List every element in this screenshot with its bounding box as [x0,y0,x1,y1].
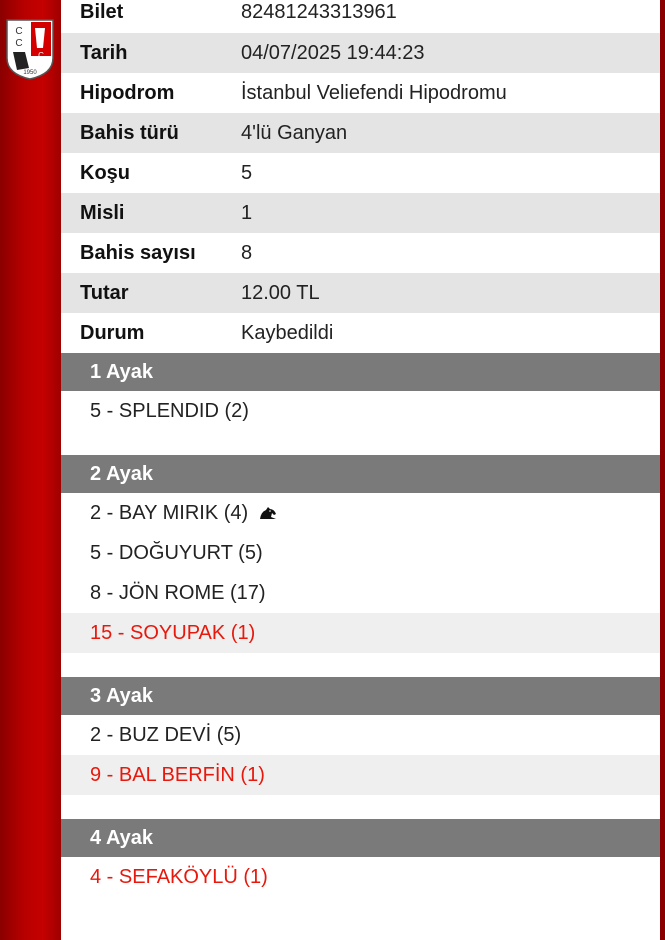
info-row-bilet [61,0,660,33]
leg-header-2: 2 Ayak [61,455,660,493]
right-edge [660,0,665,940]
info-label: Bahis sayısı [80,241,196,264]
club-logo-icon [5,18,55,80]
info-label: Koşu [80,161,130,184]
leg-header-1: 1 Ayak [61,353,660,391]
info-row-tarih [61,33,660,73]
info-row-tutar [61,273,660,313]
info-value: Kaybedildi [241,321,334,344]
leg-selection-winner [61,613,660,653]
svg-text:C: C [15,26,23,37]
selection-text: 9 - BAL BERFİN (1) [90,763,265,786]
leg-header-3: 3 Ayak [61,677,660,715]
leg-selection [61,493,660,533]
leg-spacer [61,431,660,455]
leg-header-4: 4 Ayak [61,819,660,857]
info-label: Misli [80,201,125,224]
leg-spacer [61,795,660,819]
info-value: 12.00 TL [241,281,320,304]
info-label: Tutar [80,281,129,304]
info-label: Durum [80,321,145,344]
selection-text: 2 - BUZ DEVİ (5) [90,723,242,746]
selection-text: 5 - DOĞUYURT (5) [90,541,263,564]
ticket-detail [61,0,660,940]
info-value: 82481243313961 [241,1,397,23]
info-label: Hipodrom [80,81,175,104]
info-row-bahis-turu [61,113,660,153]
info-value: 04/07/2025 19:44:23 [241,41,425,64]
info-label: Bilet [80,1,124,23]
info-label: Tarih [80,41,128,64]
leg-spacer [61,653,660,677]
selection-text: 4 - SEFAKÖYLÜ (1) [90,865,268,888]
info-value: 5 [241,161,253,184]
selection-text: 15 - SOYUPAK (1) [90,621,256,644]
leg-selection-winner [61,755,660,795]
info-value: 4'lü Ganyan [241,121,348,144]
leg-selection [61,533,660,573]
info-value: İstanbul Veliefendi Hipodromu [241,81,507,104]
leg-selection [61,391,660,431]
svg-text:C: C [15,38,23,49]
side-bar [0,0,61,940]
selection-text: 5 - SPLENDID (2) [90,399,249,422]
selection-text: 8 - JÖN ROME (17) [90,581,266,604]
info-row-misli [61,193,660,233]
info-row-durum [61,313,660,353]
info-row-kosu [61,153,660,193]
selection-text: 2 - BAY MIRIK (4) [90,501,249,524]
info-row-hipodrom [61,73,660,113]
horse-head-icon [258,505,278,521]
info-value: 1 [241,201,253,224]
leg-selection [61,715,660,755]
info-value: 8 [241,241,253,264]
svg-text:1950: 1950 [23,70,37,76]
ticket-info [61,0,660,353]
leg-selection-winner [61,857,660,897]
info-row-bahis-sayisi [61,233,660,273]
info-label: Bahis türü [80,121,179,144]
svg-text:C: C [38,51,44,60]
leg-selection [61,573,660,613]
